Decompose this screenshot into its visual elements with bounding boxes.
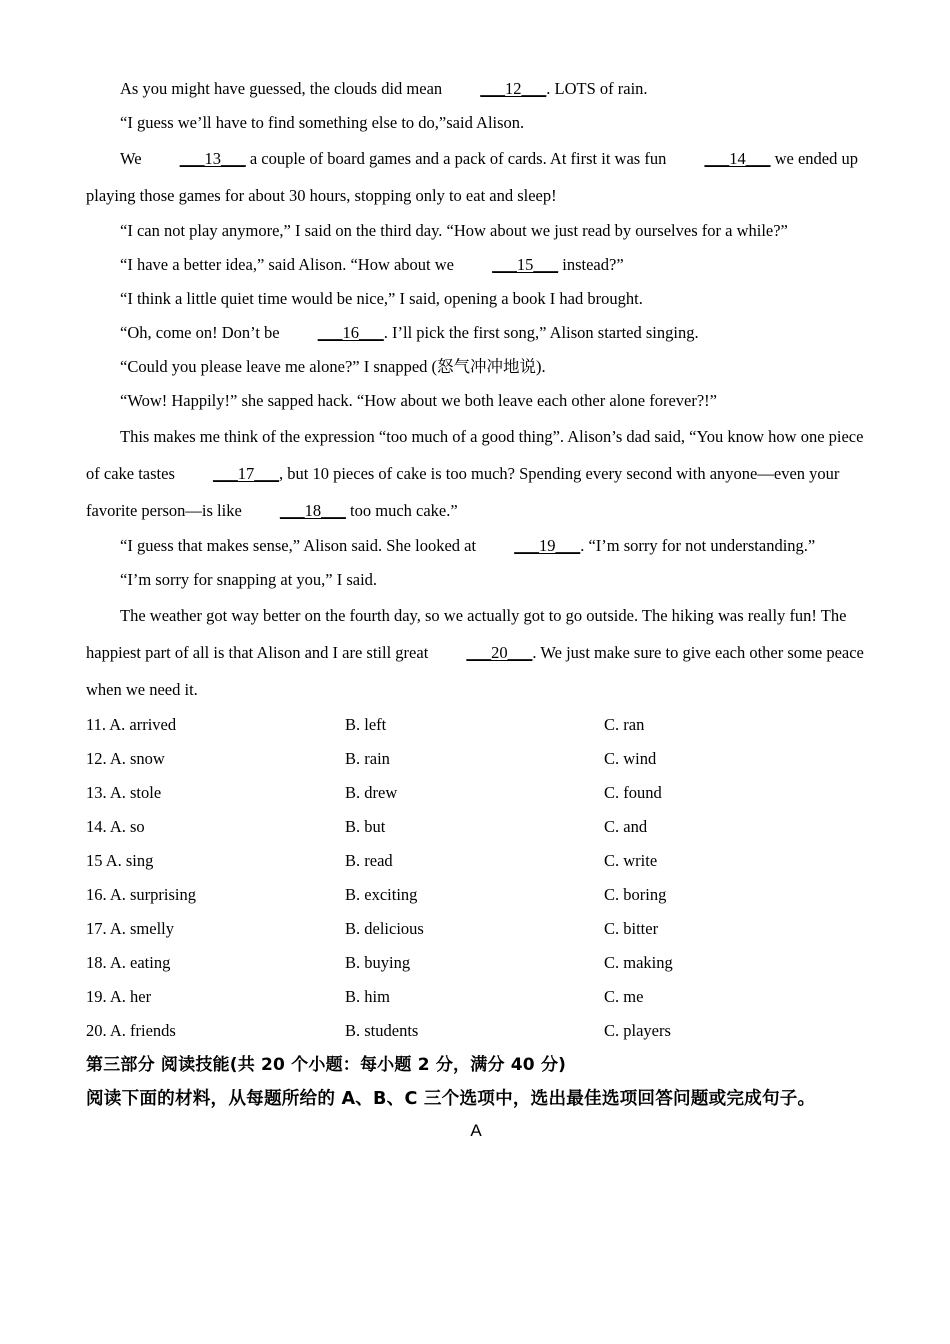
paragraph-text: “Oh, come on! Don’t be bbox=[120, 323, 284, 342]
paragraph-text: . I’ll pick the first song,” Alison started singing. bbox=[383, 323, 699, 342]
option-row bbox=[86, 742, 866, 776]
section-instruction: 阅读下面的材料，从每题所给的 A、B、C 三个选项中，选出最佳选项回答问题或完成句子。 bbox=[86, 1089, 816, 1109]
option-row bbox=[86, 946, 866, 980]
cloze-blank: ___18___ bbox=[279, 501, 346, 520]
paragraph-text: too much cake.” bbox=[345, 501, 458, 520]
answer-options bbox=[86, 708, 866, 1048]
paragraph-text: “I guess that makes sense,” Alison said. She looked at bbox=[120, 536, 481, 555]
paragraph-text: This makes me think of the expression “too much of a good thing”. Alison’s dad said, “You know how one piece of cake tastes bbox=[86, 427, 864, 483]
option-row bbox=[86, 980, 866, 1014]
passage-paragraph bbox=[86, 316, 866, 350]
option-a: 12. A. snow bbox=[86, 749, 165, 768]
option-c: C. wind bbox=[604, 749, 657, 768]
passage-paragraph bbox=[86, 106, 866, 140]
option-row bbox=[86, 776, 866, 810]
option-c: C. me bbox=[604, 987, 644, 1006]
passage-paragraph bbox=[86, 248, 866, 282]
paragraph-text: a couple of board games and a pack of cards. At first it was fun bbox=[245, 149, 671, 168]
cloze-passage bbox=[86, 72, 866, 708]
passage-paragraph bbox=[86, 384, 866, 418]
cloze-blank: ___12___ bbox=[480, 79, 547, 98]
option-a: 16. A. surprising bbox=[86, 885, 197, 904]
option-b: B. him bbox=[345, 987, 390, 1006]
paragraph-text: “Wow! Happily!” she sapped hack. “How about we both leave each other alone forever?!” bbox=[120, 391, 717, 410]
passage-paragraph bbox=[86, 529, 866, 563]
option-c: C. write bbox=[604, 851, 658, 870]
passage-paragraph bbox=[86, 140, 866, 214]
paragraph-text: we ended up playing those games for about 30 hours, stopping only to eat and sleep! bbox=[86, 149, 858, 205]
cloze-blank: ___19___ bbox=[514, 536, 581, 555]
option-a: 20. A. friends bbox=[86, 1021, 176, 1040]
cloze-blank: ___13___ bbox=[179, 149, 246, 168]
document-page bbox=[86, 72, 866, 1146]
option-row bbox=[86, 708, 866, 742]
option-b: B. exciting bbox=[345, 885, 418, 904]
option-c: C. bitter bbox=[604, 919, 659, 938]
option-row bbox=[86, 1014, 866, 1048]
passage-label: A bbox=[470, 1121, 482, 1140]
option-row bbox=[86, 878, 866, 912]
option-a: 14. A. so bbox=[86, 817, 145, 836]
option-c: C. making bbox=[604, 953, 673, 972]
paragraph-text: As you might have guessed, the clouds did mean bbox=[120, 79, 447, 98]
cloze-blank: ___20___ bbox=[466, 643, 533, 662]
option-a: 18. A. eating bbox=[86, 953, 171, 972]
paragraph-text: “Could you please leave me alone?” I snapped (怒气冲冲地说). bbox=[120, 357, 546, 376]
passage-paragraph bbox=[86, 72, 866, 106]
option-a: 15 A. sing bbox=[86, 851, 154, 870]
option-b: B. buying bbox=[345, 953, 411, 972]
option-c: C. boring bbox=[604, 885, 667, 904]
cloze-blank: ___15___ bbox=[492, 255, 559, 274]
option-b: B. delicious bbox=[345, 919, 424, 938]
option-a: 19. A. her bbox=[86, 987, 152, 1006]
cloze-blank: ___16___ bbox=[317, 323, 384, 342]
option-row bbox=[86, 844, 866, 878]
paragraph-text: “I have a better idea,” said Alison. “How about we bbox=[120, 255, 459, 274]
option-c: C. and bbox=[604, 817, 648, 836]
option-b: B. students bbox=[345, 1021, 419, 1040]
passage-paragraph bbox=[86, 282, 866, 316]
paragraph-text: “I can not play anymore,” I said on the third day. “How about we just read by ourselves for a while?” bbox=[120, 221, 788, 240]
option-b: B. rain bbox=[345, 749, 390, 768]
option-c: C. ran bbox=[604, 715, 645, 734]
paragraph-text: . “I’m sorry for not understanding.” bbox=[580, 536, 816, 555]
passage-paragraph bbox=[86, 214, 866, 248]
section-title: 第三部分 阅读技能(共 20 个小题：每小题 2 分，满分 40 分) bbox=[86, 1055, 567, 1075]
cloze-blank: ___14___ bbox=[704, 149, 771, 168]
passage-paragraph bbox=[86, 563, 866, 597]
paragraph-text: instead?” bbox=[558, 255, 624, 274]
option-b: B. read bbox=[345, 851, 393, 870]
paragraph-text: . We just make sure to give each other some peace when we need it. bbox=[86, 643, 864, 699]
paragraph-text: The weather got way better on the fourth day, so we actually got to go outside. The hiking was really fun! The happiest part of all is that Alison and I are still great bbox=[86, 606, 847, 662]
option-row bbox=[86, 810, 866, 844]
option-c: C. players bbox=[604, 1021, 671, 1040]
paragraph-text: “I guess we’ll have to find something else to do,”said Alison. bbox=[120, 113, 525, 132]
option-a: 13. A. stole bbox=[86, 783, 162, 802]
passage-paragraph bbox=[86, 597, 866, 708]
passage-paragraph bbox=[86, 418, 866, 529]
option-row bbox=[86, 912, 866, 946]
paragraph-text: We bbox=[120, 149, 146, 168]
option-b: B. drew bbox=[345, 783, 398, 802]
paragraph-text: , but 10 pieces of cake is too much? Spending every second with anyone—even your favorite person—is like bbox=[86, 464, 840, 520]
cloze-blank: ___17___ bbox=[213, 464, 279, 483]
option-b: B. left bbox=[345, 715, 387, 734]
paragraph-text: “I think a little quiet time would be nice,” I said, opening a book I had brought. bbox=[120, 289, 643, 308]
paragraph-text: . LOTS of rain. bbox=[546, 79, 648, 98]
option-a: 11. A. arrived bbox=[86, 715, 177, 734]
option-a: 17. A. smelly bbox=[86, 919, 175, 938]
passage-paragraph bbox=[86, 350, 866, 384]
paragraph-text: “I’m sorry for snapping at you,” I said. bbox=[120, 570, 378, 589]
option-b: B. but bbox=[345, 817, 386, 836]
option-c: C. found bbox=[604, 783, 662, 802]
